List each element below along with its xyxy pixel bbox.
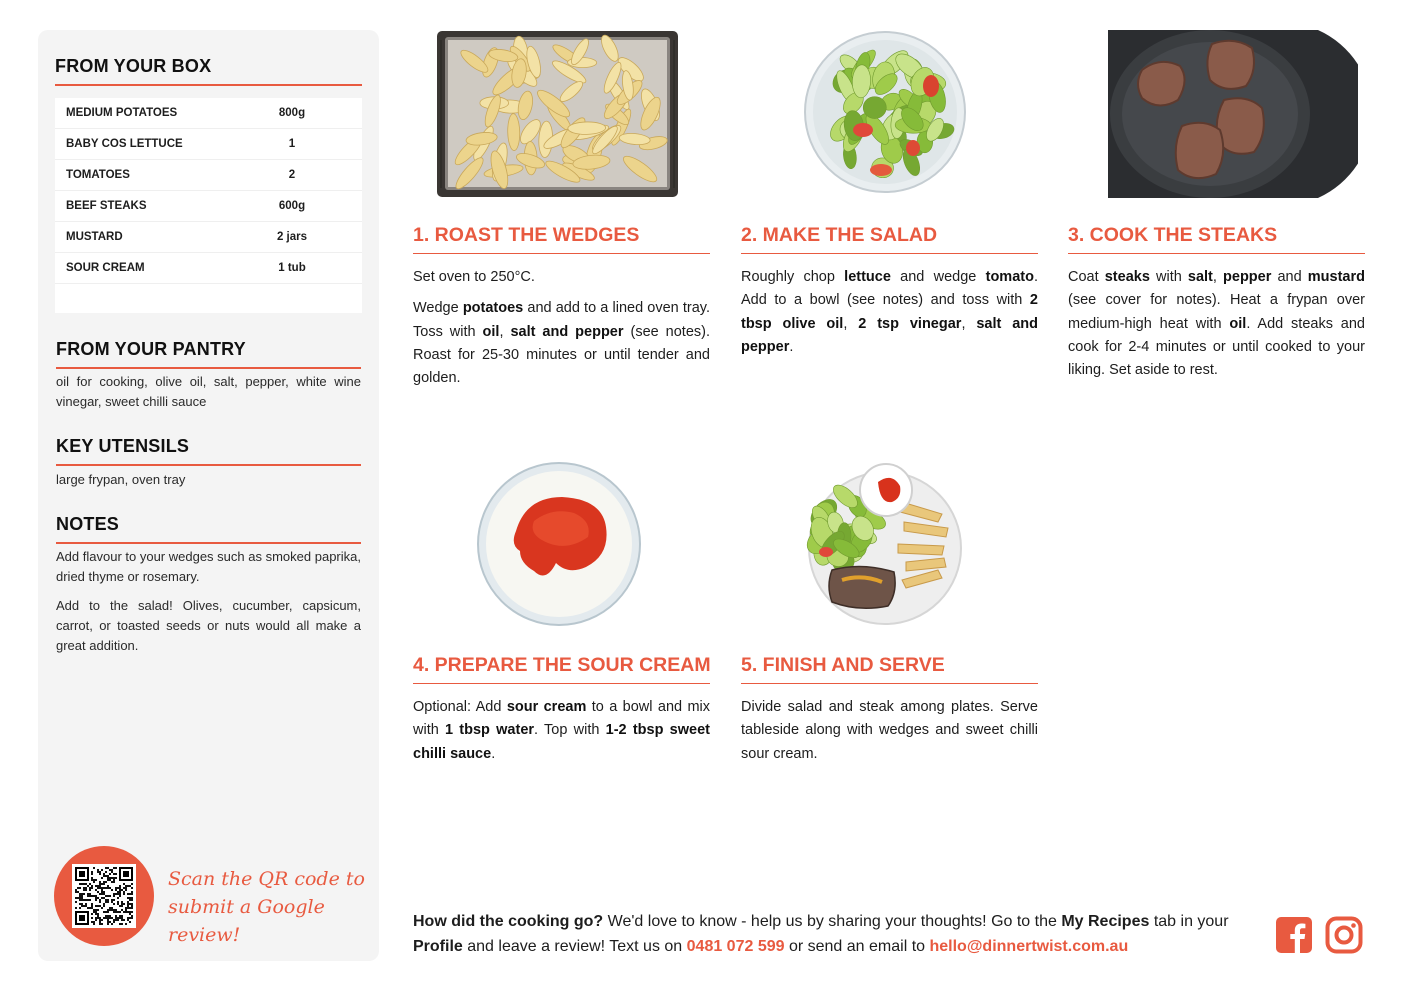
table-row [55,98,362,129]
footer-text-2: tab in your [1149,913,1229,930]
ingredient-name: BABY COS LETTUCE [66,138,183,150]
step-text: (see notes). Roast for 25-30 minutes or until tender and golden. [413,323,710,387]
qr-code-badge[interactable] [54,846,154,946]
facebook-icon[interactable] [1275,916,1313,954]
email-link[interactable]: hello@dinnertwist.com.au [929,938,1129,955]
step-text: , [961,315,977,332]
step-paragraph [413,266,710,289]
bold-ingredient: lettuce [844,269,891,285]
table-row [55,129,362,160]
bold-ingredient: oil [482,323,500,340]
step-paragraph [1068,266,1365,382]
bold-ingredient: sour cream [506,699,587,715]
step-5-body [741,696,1038,774]
step-3-body [1068,266,1365,390]
table-row [55,222,362,253]
bold-ingredient: steaks [1104,269,1150,285]
step-text: . Add steaks and cook for 2-4 minutes or until cooked to your liking. Set aside to rest. [1068,315,1365,379]
from-your-box-title: FROM YOUR BOX [55,56,362,86]
step-text: and [1271,269,1308,285]
bold-ingredient: salt and pepper [741,315,1039,355]
step-paragraph [741,696,1038,766]
table-row [55,160,362,191]
ingredient-qty: 1 [288,138,296,150]
bold-ingredient: oil [1229,315,1247,332]
ingredient-name: BEEF STEAKS [66,200,147,212]
table-row [55,191,362,222]
salad-bowl-image [803,30,967,194]
bold-ingredient: 2 tbsp olive oil [741,292,1038,332]
step-paragraph [413,696,710,766]
instagram-icon[interactable] [1325,916,1363,954]
step-text: (see cover for notes). Heat a frypan over medium-high heat with [1068,292,1365,332]
ingredient-qty: 600g [278,200,306,212]
ingredient-qty: 800g [278,107,306,119]
step-text: with [1149,269,1188,285]
step-text: and wedge [890,269,986,285]
my-recipes-label: My Recipes [1061,913,1150,930]
step-text: Roughly chop [741,269,845,285]
pantry-text: oil for cooking, olive oil, salt, pepper, white wine vinegar, sweet chilli sauce [56,374,361,409]
sidebar [38,30,379,961]
step-text: Wedge [413,300,463,317]
note-1: Add flavour to your wedges such as smoked paprika, dried thyme or rosemary. [56,549,361,584]
footer-text-4: or send an email to [784,938,930,955]
qr-caption-line-1: Scan the QR code to [168,868,365,890]
notes-title: NOTES [56,514,361,544]
step-1-title: 1. ROAST THE WEDGES [413,224,710,254]
footer-text-1: We'd love to know - help us by sharing your thoughts! Go to the [603,913,1062,930]
box-ingredients-table [55,98,362,313]
bold-ingredient: mustard [1307,269,1365,285]
step-text: and add to a lined oven tray. Toss with [413,300,710,340]
bold-ingredient: 1 tbsp water [445,722,535,739]
footer-text-3: and leave a review! Text us on [462,938,687,955]
ingredient-name: MUSTARD [66,231,123,243]
bold-ingredient: potatoes [462,300,524,317]
footer-question: How did the cooking go? [413,913,604,930]
bold-ingredient: salt [1187,269,1213,285]
key-utensils-title: KEY UTENSILS [56,436,361,466]
step-2-body [741,266,1038,367]
step-text: , [1212,269,1224,285]
bold-ingredient: tomato [985,269,1034,285]
note-2: Add to the salad! Olives, cucumber, capsicum, carrot, or toasted seeds or nuts would all make a great addition. [56,598,361,653]
step-text: to a bowl and mix with [413,699,711,739]
ingredient-qty: 2 jars [276,231,308,243]
bold-ingredient: salt and pepper [510,323,624,340]
step-text: Coat [1068,269,1105,285]
table-row [55,253,362,284]
qr-code-icon [75,867,133,925]
step-1-body [413,266,710,398]
bold-ingredient: pepper [1223,269,1272,285]
step-text: Optional: Add [413,699,507,715]
ingredient-name: TOMATOES [66,169,130,181]
footer-review-text [413,909,1263,959]
profile-label: Profile [413,938,463,955]
step-text: . Top with [534,722,606,739]
step-4-title: 4. PREPARE THE SOUR CREAM [413,654,710,684]
finished-plate-image [806,462,964,626]
step-2-title: 2. MAKE THE SALAD [741,224,1038,254]
step-text: . [789,338,794,355]
ingredient-qty: 2 [288,169,296,181]
from-your-pantry-title: FROM YOUR PANTRY [56,339,361,369]
step-3-title: 3. COOK THE STEAKS [1068,224,1365,254]
ingredient-name: MEDIUM POTATOES [66,107,178,119]
ingredient-name: SOUR CREAM [66,262,145,274]
ingredient-qty: 1 tub [278,262,306,274]
bold-ingredient: 1-2 tbsp sweet chilli sauce [413,722,710,762]
qr-code[interactable] [72,864,136,928]
step-text: Divide salad and steak among plates. Serve tableside along with wedges and sweet chilli sour cream. [741,699,1038,762]
step-paragraph [741,266,1038,359]
qr-caption [168,865,368,949]
bold-ingredient: 2 tsp vinegar [858,315,962,332]
utensils-text: large frypan, oven tray [56,472,186,487]
step-text: , [499,323,511,340]
qr-caption-line-2: submit a Google review! [168,896,325,946]
step-text: Set oven to 250°C. [413,269,535,285]
step-5-title: 5. FINISH AND SERVE [741,654,1038,684]
sour-cream-bowl-image [476,461,642,627]
wedges-tray-image [436,30,679,198]
phone-link[interactable]: 0481 072 599 [686,938,785,955]
step-text: . [491,745,496,762]
step-text: . Add to a bowl (see notes) and toss with [741,269,1038,309]
frypan-steaks-image [1108,30,1358,198]
step-4-body [413,696,710,774]
step-paragraph [413,297,710,390]
step-text: , [843,315,859,332]
